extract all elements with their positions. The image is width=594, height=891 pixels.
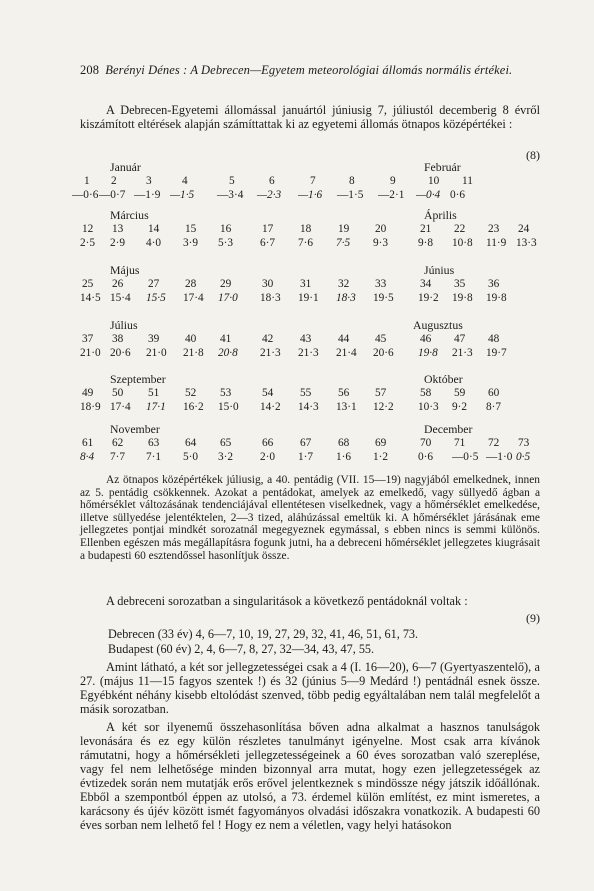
pentad-value: 16·2 (183, 401, 204, 413)
month-label: Január (110, 160, 141, 174)
pentad-value: 8·4 (80, 451, 95, 463)
pentad-number: 52 (185, 387, 197, 399)
pentad-number: 54 (262, 387, 274, 399)
pentad-number: 36 (488, 278, 500, 290)
pentad-number: 22 (454, 223, 466, 235)
pentad-number: 27 (148, 278, 160, 290)
month-label: Június (424, 263, 455, 277)
pentad-number: 20 (375, 223, 387, 235)
pentad-value: —0·6 (72, 189, 99, 201)
pentad-number: 2 (111, 175, 117, 187)
pentad-number: 21 (420, 223, 432, 235)
pentad-value: 19·8 (418, 347, 438, 359)
pentad-value: 7·7 (110, 451, 126, 463)
pentad-value: 12·2 (373, 401, 394, 413)
pentad-value: 19·1 (298, 292, 319, 304)
comparison-paragraph: Amint látható, a két sor jellegzetességei csak a 4 (I. 16—20), 6—7 (Gyertyaszentelő), a 27. (május 11—15 fagyos szentek !) és 32 (június 5—9 Medárd !) pentádnál esnek össze. Egyébként néhány kisebb eltolódást szenved, több pedig egyáltalában nem talál megfelelőt a másik sorozatban. (80, 660, 540, 716)
pentad-value: 17·1 (146, 401, 166, 413)
pentad-number: 66 (262, 437, 274, 449)
pentad-number: 45 (375, 333, 387, 345)
pentad-number: 44 (338, 333, 350, 345)
pentad-value: —1·0 (486, 451, 513, 463)
pentad-value: 17·0 (218, 292, 238, 304)
pentad-number: 23 (488, 223, 500, 235)
pentad-value: 7·5 (336, 237, 351, 249)
budapest-singularities: Budapest (60 év) 2, 4, 6—7, 8, 27, 32—34, 43, 47, 55. (108, 642, 375, 656)
pentad-number: 64 (185, 437, 197, 449)
pentad-number: 69 (375, 437, 387, 449)
pentad-number: 59 (454, 387, 466, 399)
pentad-value: 0·6 (450, 189, 466, 201)
pentad-value: —2·3 (257, 189, 282, 201)
pentad-value: 4·0 (146, 237, 162, 249)
pentad-value: 7·1 (146, 451, 162, 463)
pentad-number: 7 (310, 175, 316, 187)
pentad-value: 11·9 (486, 237, 507, 249)
pentad-number: 19 (338, 223, 350, 235)
pentad-number: 46 (420, 333, 432, 345)
pentad-number: 39 (148, 333, 160, 345)
pentad-value: 21·0 (146, 347, 167, 359)
pentad-value: 13·1 (336, 401, 357, 413)
month-label: Szeptember (110, 372, 166, 386)
pentad-number: 51 (148, 387, 160, 399)
pentad-value: 13·3 (516, 237, 537, 249)
pentad-number: 38 (112, 333, 124, 345)
pentad-number: 72 (488, 437, 500, 449)
pentad-number: 17 (262, 223, 274, 235)
pentad-value: 3·2 (218, 451, 234, 463)
pentad-value: 19·2 (418, 292, 439, 304)
pentad-value: 10·3 (418, 401, 439, 413)
pentad-number: 57 (375, 387, 387, 399)
pentad-value: 14·2 (260, 401, 281, 413)
pentad-number: 15 (185, 223, 197, 235)
pentad-value: 15·4 (110, 292, 131, 304)
pentad-value: 21·3 (298, 347, 319, 359)
pentad-value: —1·5 (337, 189, 364, 201)
pentad-number: 3 (146, 175, 152, 187)
pentad-value: 9·8 (418, 237, 434, 249)
month-label: December (424, 422, 473, 436)
pentad-number: 8 (349, 175, 355, 187)
pentad-number: 55 (300, 387, 312, 399)
pentad-number: 58 (420, 387, 432, 399)
pentad-value: 9·3 (373, 237, 389, 249)
intro-paragraph: A Debrecen-Egyetemi állomással januártól júniusig 7, júliustól decemberig 8 évről kiszámított eltérések alapján számíttattak ki az egyetemi állomás ötnapos középértékei : (80, 103, 540, 131)
pentad-number: 18 (300, 223, 312, 235)
equation-number-9: (9) (526, 611, 540, 625)
pentad-value: 21·4 (336, 347, 357, 359)
pentad-value: 1·7 (298, 451, 314, 463)
pentad-value: 20·6 (373, 347, 394, 359)
equation-number-8: (8) (526, 148, 540, 162)
pentad-value: 20·6 (110, 347, 131, 359)
pentad-value: 5·0 (183, 451, 199, 463)
pentad-number: 28 (185, 278, 197, 290)
pentad-value: 1·6 (336, 451, 352, 463)
pentad-number: 56 (338, 387, 350, 399)
pentad-number: 43 (300, 333, 312, 345)
pentad-number: 37 (82, 333, 94, 345)
pentad-value: —3·4 (217, 189, 244, 201)
pentad-number: 10 (428, 175, 440, 187)
pentad-number: 6 (269, 175, 275, 187)
month-label: Április (424, 208, 457, 222)
month-label: Október (424, 372, 463, 386)
pentad-number: 1 (84, 175, 90, 187)
pentad-value: 20·8 (218, 347, 238, 359)
pentad-value: —0·5 (452, 451, 479, 463)
pentad-number: 4 (182, 175, 188, 187)
pentad-value: 7·6 (298, 237, 314, 249)
pentad-number: 29 (220, 278, 232, 290)
pentad-number: 73 (518, 437, 530, 449)
pentad-number: 12 (82, 223, 94, 235)
pentad-value: 21·3 (260, 347, 281, 359)
pentad-value: 19·8 (452, 292, 473, 304)
pentad-value: 2·0 (260, 451, 276, 463)
pentad-value: 19·8 (486, 292, 507, 304)
pentad-value: 0·6 (418, 451, 434, 463)
month-label: Július (110, 318, 138, 332)
pentad-value: —1·9 (134, 189, 161, 201)
pentad-number: 26 (112, 278, 124, 290)
pentad-value: 15·5 (146, 292, 166, 304)
pentad-value: —0·4 (416, 189, 441, 201)
month-label: Március (110, 208, 149, 222)
pentad-value: 2·9 (110, 237, 126, 249)
pentad-value: 15·0 (218, 401, 239, 413)
pentad-number: 63 (148, 437, 160, 449)
pentad-number: 68 (338, 437, 350, 449)
pentad-number: 16 (220, 223, 232, 235)
pentad-value: 19·7 (486, 347, 507, 359)
month-label: November (110, 422, 160, 436)
pentad-number: 61 (82, 437, 94, 449)
month-label: Május (110, 263, 140, 277)
pentad-value: —0·7 (99, 189, 126, 201)
pentad-number: 13 (112, 223, 124, 235)
pentad-number: 30 (262, 278, 274, 290)
pentad-number: 25 (82, 278, 94, 290)
pentad-number: 40 (185, 333, 197, 345)
pentad-number: 62 (112, 437, 124, 449)
pentad-value: 19·5 (373, 292, 394, 304)
pentad-number: 67 (300, 437, 312, 449)
pentad-value: 18·3 (336, 292, 356, 304)
pentad-value: 8·7 (486, 401, 502, 413)
pentad-value: 5·3 (218, 237, 234, 249)
pentad-value: 14·3 (298, 401, 319, 413)
pentad-number: 5 (229, 175, 235, 187)
pentad-value: 21·3 (452, 347, 473, 359)
pentad-number: 35 (454, 278, 466, 290)
pentad-number: 47 (454, 333, 466, 345)
pentad-value: —1·5 (170, 189, 195, 201)
pentad-number: 60 (488, 387, 500, 399)
pentad-value: 1·2 (373, 451, 389, 463)
pentad-number: 70 (420, 437, 432, 449)
pentad-number: 31 (300, 278, 312, 290)
debrecen-singularities: Debrecen (33 év) 4, 6—7, 10, 19, 27, 29, 32, 41, 46, 51, 61, 73. (108, 627, 419, 641)
pentad-number: 11 (462, 175, 473, 187)
conclusion-paragraph: A két sor ilyenemű összehasonlítása bőven adna alkalmat a hasznos tanulságok levonására és ez egy külön részletes tanulmányt igényelne. Most csak arra kívánok rámutatni, hogy a hőmérsékleti jellegzetességeinek a 60 éves sorozatban való szereplése, vagy fel nem lelhetősége minden bizonnyal arra mutat, hogy ezen jellegzetességek az évtizedek során nem mutatják erős erővel jelentkeznek s mindössze négy játszik időállónak. Ebből a szempontból éppen az utolsó, a 73. érdemel külön említést, ez mint ismeretes, a karácsony és újév között ismét fagyományos olvadási időszakra vonatkozik. A budapesti 60 éves sorban nem lelhető fel ! Hogy ez nem a véletlen, vagy helyi hatásokon (80, 720, 540, 832)
pentad-value: 21·8 (183, 347, 204, 359)
pentad-number: 42 (262, 333, 274, 345)
pentad-number: 9 (390, 175, 396, 187)
pentad-number: 49 (82, 387, 94, 399)
pentad-number: 71 (454, 437, 466, 449)
pentad-value: 17·4 (183, 292, 204, 304)
pentad-value: 17·4 (110, 401, 131, 413)
month-label: Augusztus (413, 318, 463, 332)
pentad-number: 32 (338, 278, 350, 290)
pentad-value: 18·9 (80, 401, 101, 413)
pentad-value: —1·6 (298, 189, 323, 201)
pentad-number: 41 (220, 333, 232, 345)
pentad-value: 18·3 (260, 292, 281, 304)
pentad-value: 14·5 (80, 292, 101, 304)
page-number: 208 (80, 63, 100, 77)
singularity-intro: A debreceni sorozatban a singularitások a következő pentádoknál voltak : (106, 594, 468, 608)
pentad-discussion-paragraph: Az ötnapos középértékek júliusig, a 40. pentádig (VII. 15—19) nagyjából emelkednek, innen az 5. pentádig csökkennek. Azokat a pentádokat, amelyek az emelkedő, vagy süllyedő ágban a hőmérséklet változásának tendenciájával ellentétesen viselkednek, vagy a hőmérséklet emelkedése, illetve süllyedése jelentéktelen, 2—3 tized, aláhúzással emeltük ki. A hőmérséklet járásának eme jellegzetes pontjai mindkét sorozatnál megegyeznek egymással, s ebben nincs is semmi különös. Ellenben egészen más megállapításra fogunk jutni, ha a debreceni hőmérséklet jellegzetes kiugrásait a budapesti 60 esztendőssel hasonlítjuk össze. (80, 474, 540, 562)
pentad-number: 48 (488, 333, 500, 345)
pentad-number: 65 (220, 437, 232, 449)
pentad-number: 34 (420, 278, 432, 290)
pentad-value: 6·7 (260, 237, 276, 249)
pentad-number: 24 (518, 223, 530, 235)
pentad-number: 53 (220, 387, 232, 399)
pentad-value: 10·8 (452, 237, 473, 249)
pentad-value: —2·1 (378, 189, 405, 201)
pentad-number: 14 (148, 223, 160, 235)
pentad-value: 3·9 (183, 237, 199, 249)
pentad-number: 50 (112, 387, 124, 399)
pentad-value: 0·5 (516, 451, 531, 463)
pentad-value: 21·0 (80, 347, 101, 359)
running-title: Berényi Dénes : A Debrecen—Egyetem meteorológiai állomás normális értékei. (105, 63, 513, 77)
pentad-value: 9·2 (452, 401, 468, 413)
pentad-value: 2·5 (80, 237, 96, 249)
pentad-number: 33 (375, 278, 387, 290)
month-label: Február (424, 160, 461, 174)
running-header (80, 63, 512, 78)
